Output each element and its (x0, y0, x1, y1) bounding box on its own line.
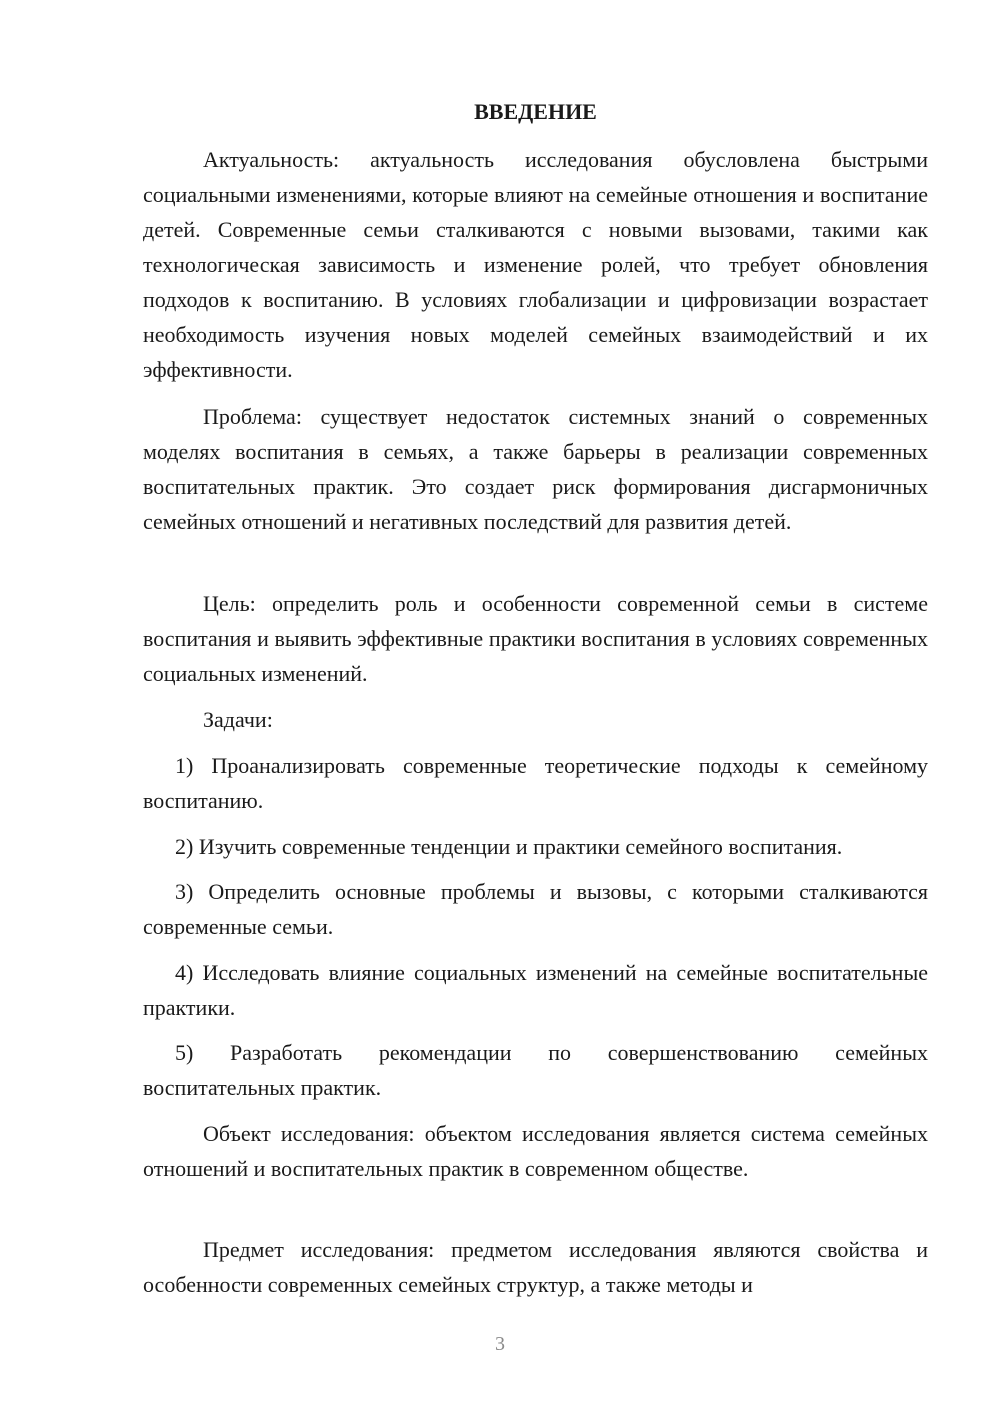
task-item-5: 5) Разработать рекомендации по совершенствованию семейных воспитательных практик. (143, 1040, 928, 1100)
subject-paragraph: Предмет исследования: предметом исследования являются свойства и особенности современных семейных структур, а также методы и (143, 1237, 928, 1297)
task-item-2: 2) Изучить современные тенденции и практики семейного воспитания. (175, 834, 843, 859)
page-title: ВВЕДЕНИЕ (474, 99, 597, 124)
page-number: 3 (495, 1333, 505, 1355)
problem-paragraph: Проблема: существует недостаток системных знаний о современных моделях воспитания в семьях, а также барьеры в реализации современных воспитательных практик. Это создает риск формирования дисгармоничных семейных отношений и негативных последствий для развития детей. (143, 404, 928, 534)
task-item-4: 4) Исследовать влияние социальных изменений на семейные воспитательные практики. (143, 960, 928, 1020)
relevance-paragraph: Актуальность: актуальность исследования обусловлена быстрыми социальными изменениями, которые влияют на семейные отношения и воспитание детей. Современные семьи сталкиваются с новыми вызовами, такими как технологическая зависимость и изменение ролей, что требует обновления подходов к воспитанию. В условиях глобализации и цифровизации возрастает необходимость изучения новых моделей семейных взаимодействий и их эффективности. (143, 147, 928, 382)
tasks-heading: Задачи: (203, 707, 273, 732)
object-paragraph: Объект исследования: объектом исследования является система семейных отношений и воспитательных практик в современном обществе. (143, 1121, 928, 1181)
task-item-1: 1) Проанализировать современные теоретические подходы к семейному воспитанию. (143, 753, 928, 813)
goal-paragraph: Цель: определить роль и особенности современной семьи в системе воспитания и выявить эффективные практики воспитания в условиях современных социальных изменений. (143, 591, 928, 686)
task-item-3: 3) Определить основные проблемы и вызовы, с которыми сталкиваются современные семьи. (143, 879, 928, 939)
